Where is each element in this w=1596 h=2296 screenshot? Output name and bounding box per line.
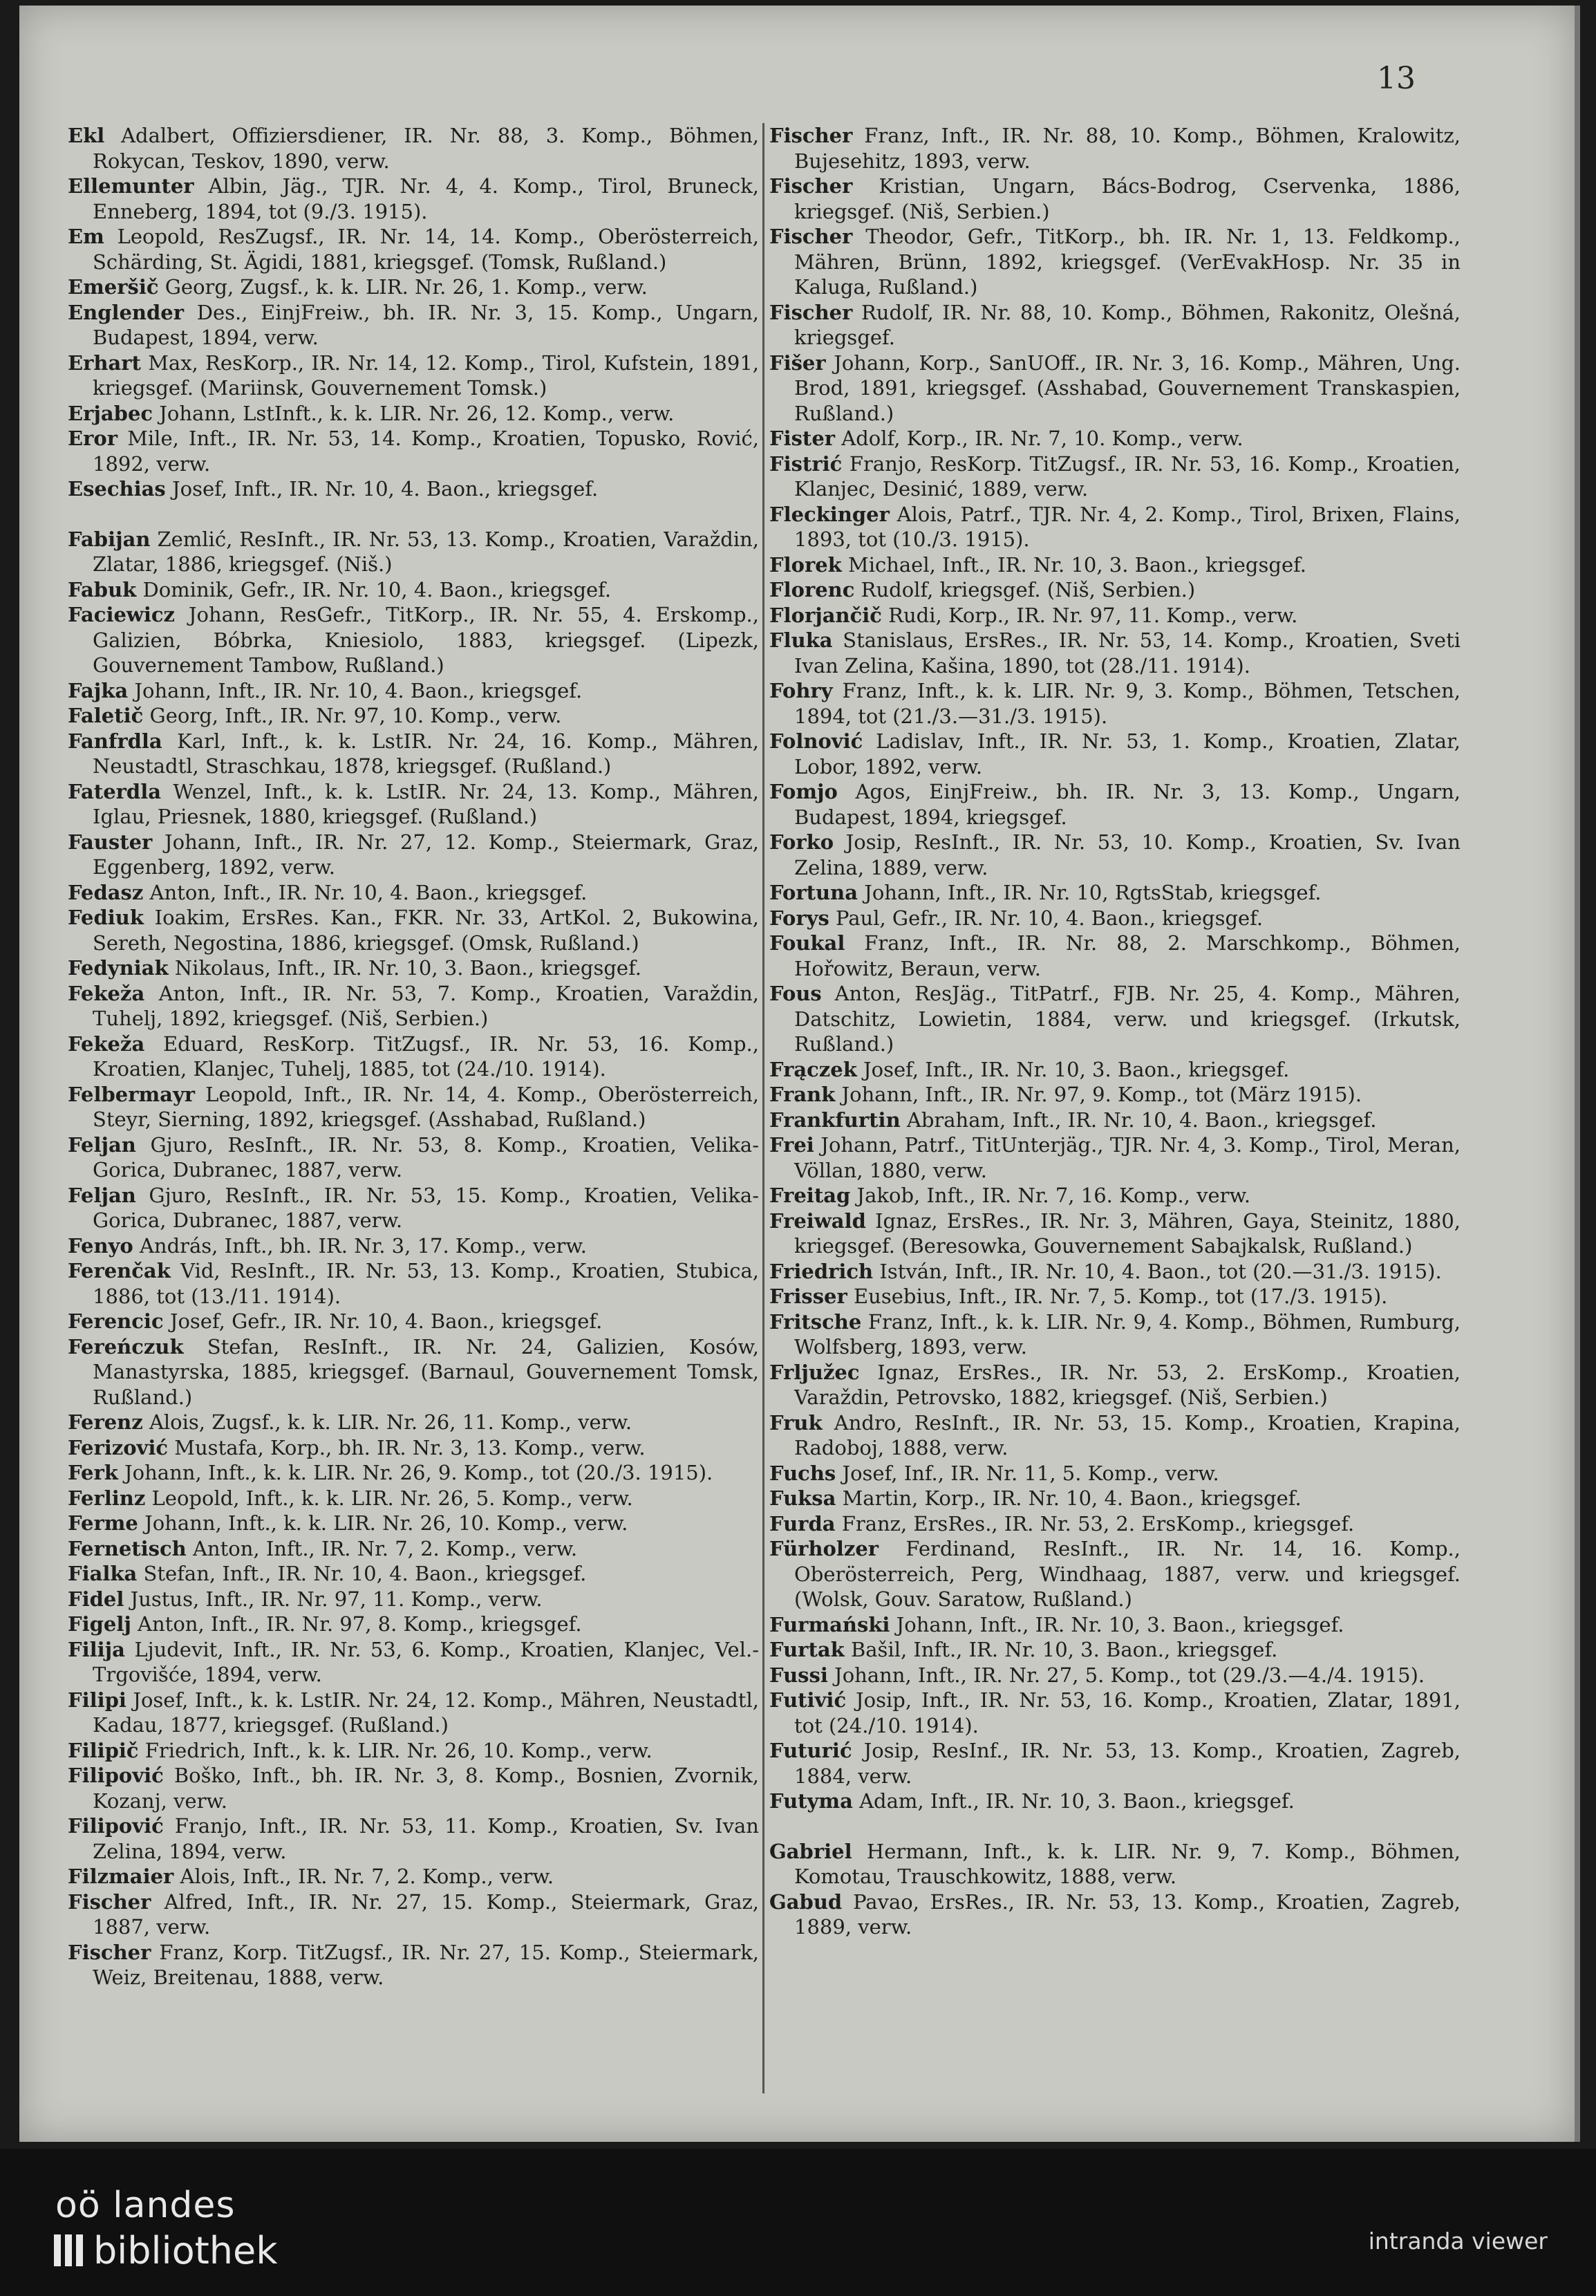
entry-surname: Fuchs [769,1461,836,1485]
entry-surname: Florek [769,552,842,577]
entry-details: Johann, Inft., IR. Nr. 27, 5. Komp., tot (29./3.—4./4. 1915). [827,1663,1425,1687]
entry-details: Stanislaus, ErsRes., IR. Nr. 53, 14. Komp., Kroatien, Sveti Ivan Zelina, Kašina, 1890, tot (28./11. 1914). [794,628,1461,678]
list-entry [769,603,1461,628]
list-entry [769,1309,1461,1360]
entry-details: Andro, ResInft., IR. Nr. 53, 15. Komp., Kroatien, Krapina, Radoboj, 1888, verw. [794,1410,1461,1459]
entry-details: Ljudevit, Inft., IR. Nr. 53, 6. Komp., Kroatien, Klanjec, Vel.-Trgovišće, 1894, verw. [93,1637,759,1686]
list-entry [769,577,1461,603]
entry-surname: Em [68,225,104,248]
entry-details: Johann, Inft., IR. Nr. 10, 3. Baon., kriegsgef. [890,1612,1344,1636]
entry-details: Boško, Inft., bh. IR. Nr. 3, 8. Komp., Bosnien, Zvornik, Kozanj, verw. [93,1764,759,1813]
list-entry [769,729,1461,779]
entry-details: Gjuro, ResInft., IR. Nr. 53, 15. Komp., Kroatien, Velika-Gorica, Dubranec, 1887, verw. [93,1183,759,1232]
list-entry [68,1763,759,1813]
viewer-footer [0,2149,1596,2296]
entry-details: Franz, Inft., k. k. LIR. Nr. 9, 4. Komp., Böhmen, Rumburg, Wolfsberg, 1893, verw. [794,1309,1461,1359]
list-entry [68,955,759,981]
list-entry [769,1259,1461,1285]
list-entry [68,274,759,300]
list-entry [769,300,1461,351]
list-entry [68,1233,759,1259]
entry-details: Josef, Inf., IR. Nr. 11, 5. Komp., verw. [836,1461,1219,1485]
entry-surname: Ferencic [68,1309,164,1333]
entry-details: Johann, LstInft., k. k. LIR. Nr. 26, 12. Komp., verw. [153,401,675,425]
list-entry [68,300,759,351]
entry-details: Alois, Inft., IR. Nr. 7, 2. Komp., verw. [173,1865,554,1888]
entry-surname: Fernetisch [68,1536,187,1560]
entry-surname: Florenc [769,578,855,601]
entry-surname: Frączek [769,1057,857,1081]
list-entry [68,1536,759,1562]
list-entry [769,502,1461,552]
entry-surname: Friedrich [769,1259,874,1283]
list-entry [769,1663,1461,1688]
entry-details: Josip, ResInft., IR. Nr. 53, 10. Komp., Kroatien, Sv. Ivan Zelina, 1889, verw. [794,830,1461,879]
entry-details: István, Inft., IR. Nr. 10, 4. Baon., tot (20.—31./3. 1915). [873,1259,1442,1283]
list-entry [769,981,1461,1057]
column-divider [762,123,764,2093]
entry-surname: Feljan [68,1183,136,1207]
list-entry [769,174,1461,224]
list-entry [769,1132,1461,1183]
list-entry [68,1082,759,1132]
list-entry [68,1688,759,1738]
entry-details: Anton, ResJäg., TitPatrf., FJB. Nr. 25, 4. Komp., Mähren, Datschitz, Lowietin, 1884, verw. und kriegsgef. (Irkutsk, Rußland.) [794,982,1461,1056]
list-entry [68,1132,759,1183]
entry-details: Josef, Inft., IR. Nr. 10, 4. Baon., kriegsgef. [165,477,599,501]
entry-surname: Foukal [769,931,845,955]
entry-surname: Esechias [68,477,166,501]
entry-surname: Fenyo [68,1233,133,1258]
entry-details: Rudi, Korp., IR. Nr. 97, 11. Komp., verw. [881,603,1298,627]
entry-details: Johann, ResGefr., TitKorp., IR. Nr. 55, 4. Erskomp., Galizien, Bóbrka, Kniesiolo, 1883, kriegsgef. (Lipezk, Gouvernement Tambow, Rußland.) [93,603,759,677]
entry-details: Ferdinand, ResInft., IR. Nr. 14, 16. Komp., Oberösterreich, Perg, Windhaag, 1887, verw. und kriegsgef. (Wolsk, Gouv. Saratow, Rußland.) [794,1537,1461,1611]
entry-details: Johann, Inft., k. k. LIR. Nr. 26, 10. Komp., verw. [138,1511,628,1535]
list-entry [769,1637,1461,1663]
entry-details: Anton, Inft., IR. Nr. 7, 2. Komp., verw. [186,1536,578,1560]
list-entry [68,577,759,603]
entry-surname: Fister [769,427,836,450]
entry-surname: Ferlinz [68,1486,146,1510]
list-entry [769,451,1461,502]
entry-surname: Eror [68,427,118,450]
list-entry [68,905,759,955]
entry-details: Franz, Korp. TitZugsf., IR. Nr. 27, 15. Komp., Steiermark, Weiz, Breitenau, 1888, verw. [93,1940,759,1989]
entry-surname: Figelj [68,1612,131,1636]
entry-details: Eduard, ResKorp. TitZugsf., IR. Nr. 53, 16. Komp., Kroatien, Klanjec, Tuhelj, 1885, tot (24./10. 1914). [93,1032,759,1081]
list-entry [769,224,1461,300]
entry-details: Josef, Inft., k. k. LstIR. Nr. 24, 12. Komp., Mähren, Neustadtl, Kadau, 1877, kriegsgef. (Rußland.) [93,1688,759,1737]
entry-surname: Futurić [769,1739,852,1762]
entry-surname: Ferk [68,1461,118,1484]
entry-surname: Fruk [769,1410,823,1435]
list-entry [68,1511,759,1536]
page-number: 13 [1377,61,1416,96]
list-entry [68,1435,759,1461]
list-entry [68,1561,759,1587]
list-entry [769,1208,1461,1259]
list-entry [769,1284,1461,1309]
entry-details: Mile, Inft., IR. Nr. 53, 14. Komp., Kroatien, Topusko, Rović, 1892, verw. [93,427,759,476]
entry-details: Ignaz, ErsRes., IR. Nr. 3, Mähren, Gaya, Steinitz, 1880, kriegsgef. (Beresowka, Gouvernement Sabajkalsk, Rußland.) [794,1208,1461,1258]
entry-details: Pavao, ErsRes., IR. Nr. 53, 13. Komp., Kroatien, Zagreb, 1889, verw. [794,1889,1461,1939]
entry-surname: Fedasz [68,880,144,904]
entry-surname: Fürholzer [769,1537,879,1560]
entry-surname: Fohry [769,679,833,702]
entry-details: Ioakim, ErsRes. Kan., FKR. Nr. 33, ArtKol. 2, Bukowina, Sereth, Negostina, 1886, kriegsgef. (Omsk, Rußland.) [93,906,759,955]
entry-surname: Forko [769,830,834,854]
entry-surname: Furmański [769,1612,890,1636]
list-entry [68,1258,759,1309]
entry-details: Zemlić, ResInft., IR. Nr. 53, 13. Komp., Kroatien, Varaždin, Zlatar, 1886, kriegsgef. (Niš.) [93,527,759,576]
entry-surname: Filija [68,1637,125,1661]
entry-surname: Fischer [769,174,853,198]
list-entry [68,1940,759,1990]
entry-surname: Fritsche [769,1309,862,1334]
list-entry [68,703,759,729]
entry-details: Karl, Inft., k. k. LstIR. Nr. 24, 16. Komp., Mähren, Neustadtl, Straschkau, 1878, kriegsgef. (Rußland.) [93,729,759,778]
list-entry [68,174,759,224]
entry-surname: Ekl [68,124,105,147]
list-entry [68,830,759,880]
list-entry [769,1082,1461,1108]
list-entry [769,880,1461,906]
entry-surname: Folnović [769,729,863,753]
entry-surname: Furda [769,1511,836,1536]
entry-details: Friedrich, Inft., k. k. LIR. Nr. 26, 10. Komp., verw. [138,1738,653,1762]
entry-details: Josip, Inft., IR. Nr. 53, 16. Komp., Kroatien, Zlatar, 1891, tot (24./10. 1914). [794,1688,1461,1737]
entry-details: Rudolf, kriegsgef. (Niš, Serbien.) [854,578,1196,601]
entry-details: Josef, Gefr., IR. Nr. 10, 4. Baon., kriegsgef. [163,1309,603,1333]
entry-surname: Fabuk [68,577,137,601]
entry-details: Abraham, Inft., IR. Nr. 10, 4. Baon., kriegsgef. [900,1108,1377,1132]
entry-surname: Ferme [68,1511,138,1535]
entry-surname: Gabud [769,1889,843,1914]
entry-details: Johann, Patrf., TitUnterjäg., TJR. Nr. 4, 3. Komp., Tirol, Meran, Völlan, 1880, verw. [794,1133,1461,1182]
entry-surname: Fedyniak [68,956,169,980]
list-entry [769,1536,1461,1612]
entry-details: Gjuro, ResInft., IR. Nr. 53, 8. Komp., Kroatien, Velika-Gorica, Dubranec, 1887, verw. [93,1132,759,1182]
entry-details: Johann, Inft., IR. Nr. 97, 9. Komp., tot (März 1915). [835,1083,1362,1106]
entry-surname: Futivić [769,1688,847,1712]
entry-details: Albin, Jäg., TJR. Nr. 4, 4. Komp., Tirol, Bruneck, Enneberg, 1894, tot (9./3. 1915). [93,174,759,223]
entry-details: Stefan, Inft., IR. Nr. 10, 4. Baon., kriegsgef. [137,1562,587,1585]
list-entry [68,1637,759,1688]
right-column [769,123,1461,1940]
entry-surname: Faterdla [68,779,162,803]
list-entry [68,1334,759,1410]
list-entry [68,224,759,274]
entry-details: Alfred, Inft., IR. Nr. 27, 15. Komp., Steiermark, Graz, 1887, verw. [93,1889,759,1939]
entry-surname: Filipović [68,1764,164,1787]
list-entry [68,1183,759,1233]
list-entry [68,476,759,502]
entry-details: Anton, Inft., IR. Nr. 10, 4. Baon., kriegsgef. [143,880,588,904]
list-entry [769,830,1461,880]
list-entry [68,678,759,704]
entry-surname: Forys [769,906,829,930]
list-entry [769,123,1461,174]
list-entry [769,1738,1461,1789]
entry-surname: Faciewicz [68,603,176,626]
list-entry [68,981,759,1032]
entry-details: Hermann, Inft., k. k. LIR. Nr. 9, 7. Komp., Böhmen, Komotau, Trauschkowitz, 1888, verw. [794,1839,1461,1888]
list-entry [769,1183,1461,1208]
entry-surname: Feljan [68,1132,136,1157]
list-entry [68,1410,759,1435]
entry-surname: Filzmaier [68,1865,174,1888]
entry-surname: Fekeža [68,981,145,1005]
entry-details: Rudolf, IR. Nr. 88, 10. Komp., Böhmen, Rakonitz, Olešná, kriegsgef. [794,300,1461,349]
entry-surname: Fous [769,982,822,1005]
list-entry [68,1813,759,1864]
entry-surname: Ferizović [68,1435,169,1459]
entry-details: Franz, ErsRes., IR. Nr. 53, 2. ErsKomp., kriegsgef. [835,1511,1355,1536]
entry-surname: Filipović [68,1814,164,1838]
list-entry [769,1889,1461,1940]
entry-surname: Ferenčak [68,1259,171,1282]
entry-details: Georg, Zugsf., k. k. LIR. Nr. 26, 1. Komp., verw. [158,275,648,299]
entry-surname: Frank [769,1083,836,1106]
entry-surname: Gabriel [769,1839,852,1863]
entry-details: Agos, EinjFreiw., bh. IR. Nr. 3, 13. Komp., Ungarn, Budapest, 1894, kriegsgef. [794,780,1461,829]
entry-details: Martin, Korp., IR. Nr. 10, 4. Baon., kriegsgef. [836,1486,1302,1510]
list-entry [68,1889,759,1940]
entry-details: Stefan, ResInft., IR. Nr. 24, Galizien, Kosów, Manastyrska, 1885, kriegsgef. (Barnaul, Gouvernement Tomsk, Rußland.) [93,1334,759,1409]
entry-surname: Frei [769,1133,814,1157]
entry-surname: Englender [68,300,185,324]
entry-surname: Florjančič [769,603,882,627]
entry-details: Georg, Inft., IR. Nr. 97, 10. Komp., verw. [143,704,562,727]
entry-surname: Ellemunter [68,174,194,198]
list-entry [769,1789,1461,1814]
list-entry [769,1612,1461,1638]
entry-details: Franjo, Inft., IR. Nr. 53, 11. Komp., Kroatien, Sv. Ivan Zelina, 1894, verw. [93,1814,759,1863]
list-entry [68,123,759,174]
list-entry [68,880,759,906]
entry-details: Alois, Zugsf., k. k. LIR. Nr. 26, 11. Komp., verw. [142,1410,632,1434]
entry-surname: Fekeža [68,1032,145,1056]
entry-surname: Futyma [769,1789,853,1813]
library-logo-line1: oö landes [55,2185,236,2226]
entry-details: Adolf, Korp., IR. Nr. 7, 10. Komp., verw. [835,427,1243,450]
entry-details: Franz, Inft., IR. Nr. 88, 10. Komp., Böhmen, Kralowitz, Bujesehitz, 1893, verw. [794,124,1461,173]
entry-details: Ignaz, ErsRes., IR. Nr. 53, 2. ErsKomp., Kroatien, Varaždin, Petrovsko, 1882, kriegsgef. (Niš, Serbien.) [794,1360,1461,1409]
entry-details: Ladislav, Inft., IR. Nr. 53, 1. Komp., Kroatien, Zlatar, Lobor, 1892, verw. [794,729,1461,778]
list-entry [769,1511,1461,1537]
entry-details: Dominik, Gefr., IR. Nr. 10, 4. Baon., kriegsgef. [136,577,612,601]
list-entry [68,1612,759,1637]
entry-details: Wenzel, Inft., k. k. LstIR. Nr. 24, 13. Komp., Mähren, Iglau, Priesnek, 1880, kriegsgef. (Rußland.) [93,779,759,828]
entry-surname: Fussi [769,1663,828,1687]
scanned-page [19,6,1580,2142]
list-entry [68,779,759,830]
entry-details: Franz, Inft., k. k. LIR. Nr. 9, 3. Komp., Böhmen, Tetschen, 1894, tot (21./3.—31./3. 1915). [794,679,1461,728]
entry-details: Kristian, Ungarn, Bács-Bodrog, Cservenka, 1886, kriegsgef. (Niš, Serbien.) [794,174,1461,223]
entry-details: Anton, Inft., IR. Nr. 53, 7. Komp., Kroatien, Varaždin, Tuhelj, 1892, kriegsgef. (Niš, Serbien.) [93,981,759,1030]
entry-surname: Fortuna [769,881,858,904]
list-entry [769,779,1461,830]
entry-details: Anton, Inft., IR. Nr. 97, 8. Komp., kriegsgef. [131,1612,582,1636]
entry-surname: Emeršič [68,275,159,299]
section-gap [68,502,759,527]
entry-details: Michael, Inft., IR. Nr. 10, 3. Baon., kriegsgef. [841,552,1307,577]
entry-surname: Felbermayr [68,1082,196,1106]
entry-surname: Fleckinger [769,502,890,526]
library-logo-bars-icon [54,2234,87,2269]
entry-details: Johann, Korp., SanUOff., IR. Nr. 3, 16. Komp., Mähren, Ung. Brod, 1891, kriegsgef. (Asshabad, Gouvernement Transkaspien, Rußland.) [794,351,1461,425]
list-entry [68,1032,759,1082]
list-entry [68,602,759,678]
entry-surname: Filipič [68,1738,139,1762]
list-entry [68,351,759,401]
library-logo-line2: bibliothek [93,2229,278,2272]
list-entry [68,1460,759,1486]
entry-surname: Frankfurtin [769,1108,901,1132]
left-column [68,123,759,1990]
entry-details: Johann, Inft., IR. Nr. 27, 12. Komp., Steiermark, Graz, Eggenberg, 1892, verw. [93,830,759,879]
list-entry [769,931,1461,981]
entry-details: Theodor, Gefr., TitKorp., bh. IR. Nr. 1, 13. Feldkomp., Mähren, Brünn, 1892, kriegsgef. (VerEvakHosp. Nr. 35 in Kaluga, Rußland.) [794,225,1461,299]
entry-details: Josip, ResInf., IR. Nr. 53, 13. Komp., Kroatien, Zagreb, 1884, verw. [794,1739,1461,1788]
entry-surname: Fischer [769,225,853,248]
entry-details: Johann, Inft., k. k. LIR. Nr. 26, 9. Komp., tot (20./3. 1915). [118,1461,713,1484]
section-gap [769,1814,1461,1839]
list-entry [769,906,1461,931]
entry-details: Johann, Inft., IR. Nr. 10, RgtsStab, kriegsgef. [857,881,1322,904]
list-entry [68,1738,759,1764]
entry-details: Leopold, Inft., IR. Nr. 14, 4. Komp., Oberösterreich, Steyr, Sierning, 1892, kriegsgef. (Asshabad, Rußland.) [93,1082,759,1131]
list-entry [769,1108,1461,1133]
entry-details: Leopold, Inft., k. k. LIR. Nr. 26, 5. Komp., verw. [145,1486,633,1510]
entry-details: Adalbert, Offiziersdiener, IR. Nr. 88, 3. Komp., Böhmen, Rokycan, Teskov, 1890, verw. [93,124,759,173]
entry-surname: Fischer [68,1889,151,1914]
entry-surname: Fajka [68,678,129,702]
list-entry [68,527,759,577]
entry-details: Josef, Inft., IR. Nr. 10, 3. Baon., kriegsgef. [856,1057,1290,1081]
entry-details: Max, ResKorp., IR. Nr. 14, 12. Komp., Tirol, Kufstein, 1891, kriegsgef. (Mariinsk, Gouvernement Tomsk.) [93,351,759,400]
entry-details: Alois, Patrf., TJR. Nr. 4, 2. Komp., Tirol, Brixen, Flains, 1893, tot (10./3. 1915). [794,502,1461,551]
list-entry [769,351,1461,427]
list-entry [769,1839,1461,1889]
list-entry [769,1461,1461,1486]
entry-details: Franjo, ResKorp. TitZugsf., IR. Nr. 53, 16. Komp., Kroatien, Klanjec, Desinić, 1889, verw. [794,451,1461,501]
entry-surname: Freiwald [769,1208,866,1233]
list-entry [769,1688,1461,1738]
entry-surname: Fluka [769,628,833,652]
entry-details: Justus, Inft., IR. Nr. 97, 11. Komp., verw. [124,1587,543,1611]
entry-details: András, Inft., bh. IR. Nr. 3, 17. Komp., verw. [133,1233,587,1258]
list-entry [769,1360,1461,1410]
entry-surname: Filipi [68,1688,126,1712]
entry-details: Eusebius, Inft., IR. Nr. 7, 5. Komp., tot (17./3. 1915). [847,1285,1388,1308]
entry-surname: Fabijan [68,527,151,551]
list-entry [68,1309,759,1334]
entry-surname: Fereńczuk [68,1334,184,1359]
list-entry [68,401,759,427]
entry-surname: Fistrić [769,451,843,476]
entry-details: Leopold, ResZugsf., IR. Nr. 14, 14. Komp., Oberösterreich, Schärding, St. Ägidi, 1881, kriegsgef. (Tomsk, Rußland.) [93,225,759,274]
entry-details: Adam, Inft., IR. Nr. 10, 3. Baon., kriegsgef. [852,1789,1295,1813]
entry-details: Des., EinjFreiw., bh. IR. Nr. 3, 15. Komp., Ungarn, Budapest, 1894, verw. [93,300,759,349]
list-entry [769,1057,1461,1083]
entry-details: Paul, Gefr., IR. Nr. 10, 4. Baon., kriegsgef. [829,906,1264,930]
viewer-brand: intranda viewer [1368,2228,1548,2255]
list-entry [68,1486,759,1511]
list-entry [769,552,1461,578]
list-entry [769,426,1461,451]
entry-surname: Fauster [68,830,153,854]
list-entry [769,628,1461,678]
entry-surname: Frljužec [769,1360,860,1384]
entry-surname: Fischer [769,124,853,147]
entry-surname: Erhart [68,351,141,375]
entry-details: Jakob, Inft., IR. Nr. 7, 16. Komp., verw. [850,1184,1251,1207]
list-entry [68,426,759,476]
list-entry [68,1864,759,1889]
entry-details: Nikolaus, Inft., IR. Nr. 10, 3. Baon., kriegsgef. [168,956,642,980]
entry-surname: Erjabec [68,401,153,425]
entry-details: Franz, Inft., IR. Nr. 88, 2. Marschkomp., Böhmen, Hořowitz, Beraun, verw. [794,931,1461,980]
entry-surname: Fischer [769,300,853,324]
entry-surname: Fischer [68,1940,151,1964]
entry-surname: Fialka [68,1562,138,1585]
list-entry [68,1587,759,1612]
list-entry [769,1410,1461,1461]
entry-surname: Ferenz [68,1410,143,1434]
entry-surname: Fuksa [769,1486,836,1510]
entry-details: Bašil, Inft., IR. Nr. 10, 3. Baon., kriegsgef. [844,1638,1278,1661]
entry-details: Mustafa, Korp., bh. IR. Nr. 3, 13. Komp., verw. [168,1435,646,1459]
entry-surname: Frisser [769,1285,847,1308]
list-entry [769,1486,1461,1511]
entry-surname: Fidel [68,1587,124,1611]
list-entry [68,729,759,779]
list-entry [769,678,1461,729]
entry-surname: Fediuk [68,906,144,929]
entry-details: Vid, ResInft., IR. Nr. 53, 13. Komp., Kroatien, Stubica, 1886, tot (13./11. 1914). [93,1259,759,1308]
entry-details: Johann, Inft., IR. Nr. 10, 4. Baon., kriegsgef. [128,678,583,702]
entry-surname: Freitag [769,1184,851,1207]
entry-surname: Fanfrdla [68,729,162,753]
entry-surname: Furtak [769,1638,845,1661]
entry-surname: Faletič [68,704,144,727]
entry-surname: Fišer [769,351,826,375]
entry-surname: Fomjo [769,780,838,803]
